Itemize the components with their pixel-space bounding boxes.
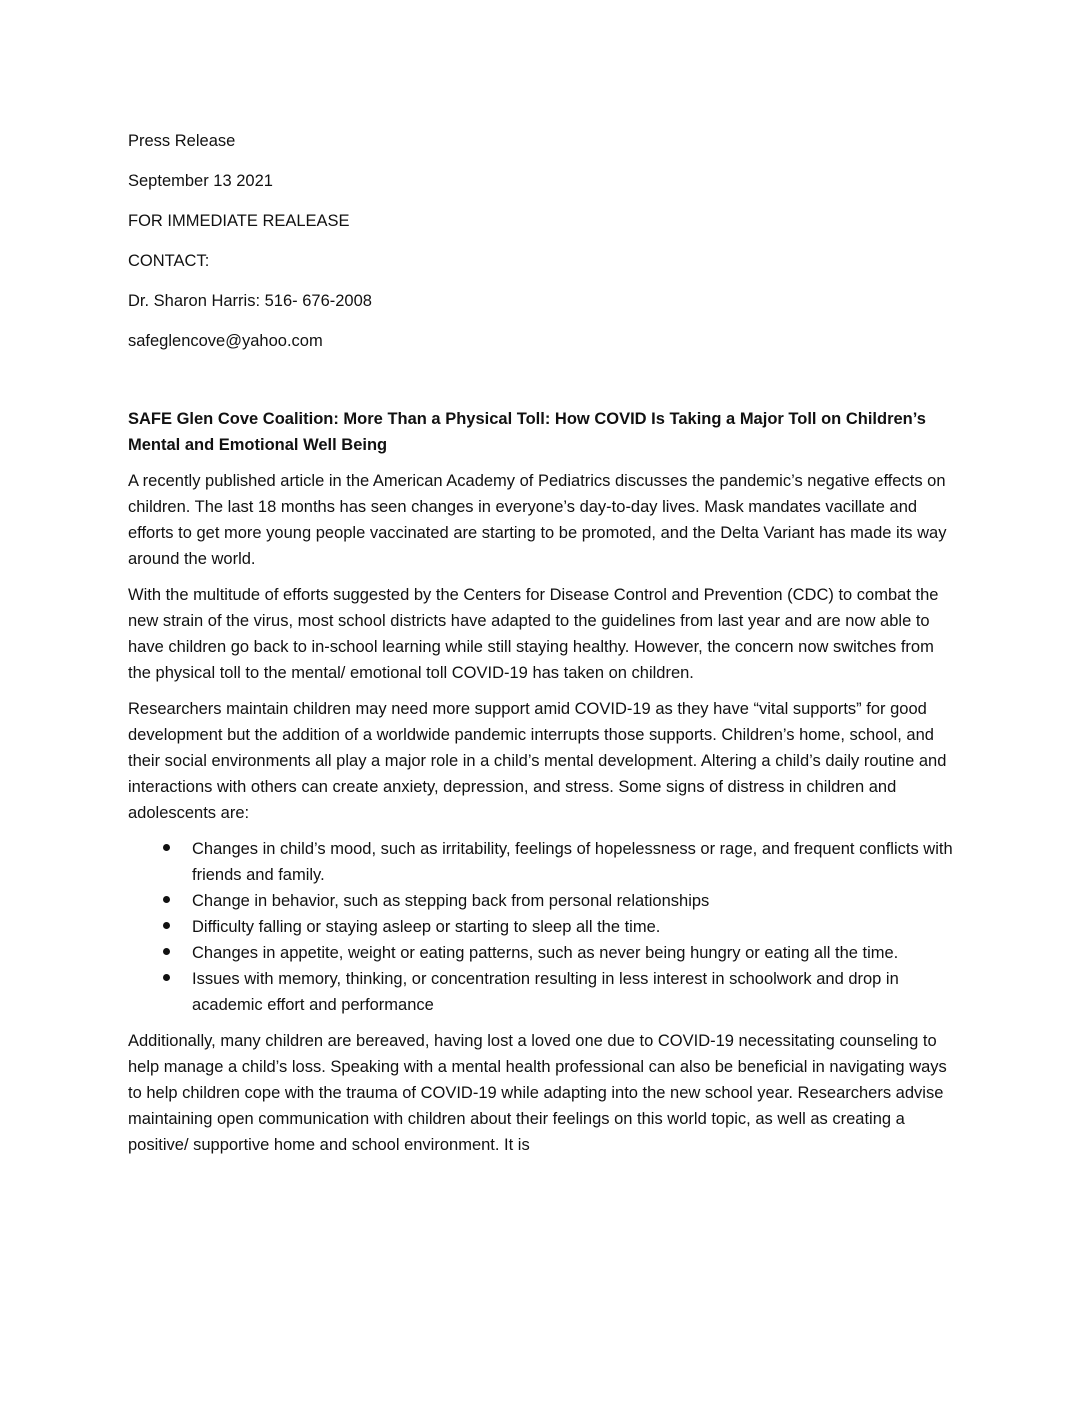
list-item [192,836,960,888]
bullet-icon [160,888,172,914]
contact-person: Dr. Sharon Harris: 516- 676-2008 [128,292,372,310]
paragraph-2: With the multitude of efforts suggested by the Centers for Disease Control and Prevention (CDC) to combat the new strain of the virus, most school districts have adapted to the guidelines from last year and are now able to have children go back to in-school learning while still staying healthy. However, the concern now switches from the physical toll to the mental/ emotional toll COVID-19 has taken on children. [128,586,939,682]
document-body [128,128,960,1168]
release-date: September 13 2021 [128,172,273,190]
list-item [192,888,960,914]
list-item [192,914,960,940]
list-item-text: Change in behavior, such as stepping back from personal relationships [192,892,710,910]
list-item [192,966,960,1018]
list-item-text: Changes in child’s mood, such as irritability, feelings of hopelessness or rage, and frequent conflicts with friends and family. [192,840,953,884]
paragraph-3: Researchers maintain children may need more support amid COVID-19 as they have “vital supports” for good development but the addition of a worldwide pandemic interrupts those supports. Children’s home, school, and their social environments all play a major role in a child’s mental development. Altering a child’s daily routine and interactions with others can create anxiety, depression, and stress. Some signs of distress in children and adolescents are: [128,700,947,822]
headline: SAFE Glen Cove Coalition: More Than a Physical Toll: How COVID Is Taking a Major Toll on Children’s Mental and Emotional Well Being [128,410,926,454]
list-item-text: Issues with memory, thinking, or concentration resulting in less interest in schoolwork and drop in academic effort and performance [192,970,899,1014]
closing-paragraph: Additionally, many children are bereaved, having lost a loved one due to COVID-19 necessitating counseling to help manage a child’s loss. Speaking with a mental health professional can also be beneficial in navigating ways to help children cope with the trauma of COVID-19 while adapting into the new school year. Researchers advise maintaining open communication with children about their feelings on this world topic, as well as creating a positive/ supportive home and school environment. It is [128,1032,947,1154]
contact-label: CONTACT: [128,252,210,270]
bullet-icon [160,836,172,862]
distress-signs-list [128,836,960,1018]
paragraph-1: A recently published article in the American Academy of Pediatrics discusses the pandemic’s negative effects on children. The last 18 months has seen changes in everyone’s day-to-day lives. Mask mandates vacillate and efforts to get more young people vaccinated are starting to be promoted, and the Delta Variant has made its way around the world. [128,472,947,568]
bullet-icon [160,940,172,966]
press-release-header [128,128,960,354]
list-item [192,940,960,966]
list-item-text: Difficulty falling or staying asleep or starting to sleep all the time. [192,918,661,936]
release-note: FOR IMMEDIATE REALEASE [128,212,350,230]
bullet-icon [160,966,172,992]
press-release-label: Press Release [128,132,236,150]
list-item-text: Changes in appetite, weight or eating patterns, such as never being hungry or eating all the time. [192,944,899,962]
contact-email: safeglencove@yahoo.com [128,332,323,350]
bullet-icon [160,914,172,940]
